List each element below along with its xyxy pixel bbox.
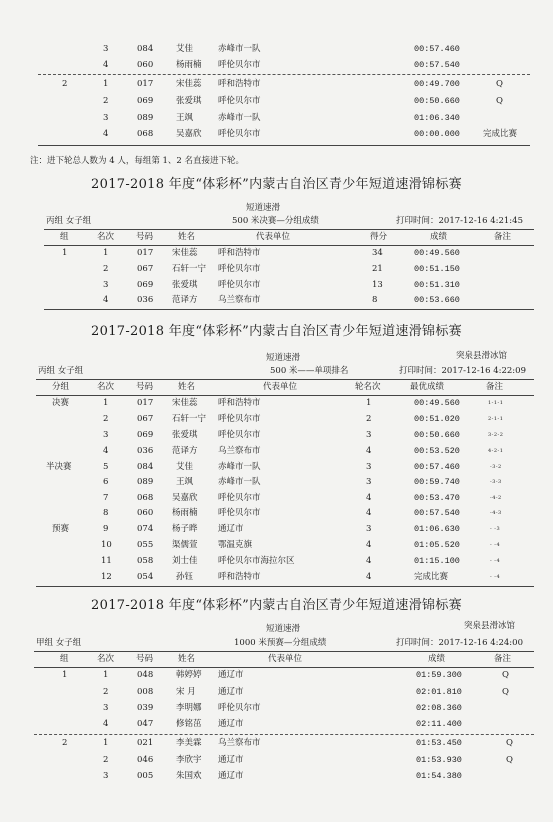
header-number: 号码	[136, 232, 154, 242]
unit-cell: 呼伦贝尔市	[218, 129, 261, 139]
division-cell: 预赛	[52, 524, 70, 534]
remark-cell: - -4	[490, 542, 501, 548]
header-name: 姓名	[178, 232, 196, 242]
table-row	[0, 443, 553, 459]
unit-cell: 呼伦贝尔市	[218, 60, 261, 70]
time-cell: 02:08.360	[416, 703, 462, 713]
header-best-result: 最优成绩	[410, 382, 445, 392]
page-title: 2017-2018 年度“体彩杯”内蒙古自治区青少年短道速滑锦标赛	[91, 598, 462, 613]
unit-cell: 呼伦贝尔市	[218, 493, 261, 503]
rank-cell: 3	[103, 703, 109, 713]
table-row	[0, 553, 553, 569]
group-cell: 2	[62, 738, 68, 748]
remark-cell: 2-1-1	[488, 416, 504, 422]
round-rank-cell: 4	[366, 572, 372, 582]
unit-cell: 通辽市	[218, 524, 244, 534]
sport-label: 短道速滑	[246, 203, 281, 213]
name-cell: 李欣宇	[176, 755, 202, 765]
header-result: 成绩	[430, 232, 448, 242]
score-cell: 8	[372, 295, 378, 305]
number-cell: 047	[137, 719, 154, 729]
score-cell: 21	[372, 264, 383, 274]
header-result: 成绩	[428, 654, 446, 664]
time-cell: 01:06.630	[414, 524, 460, 534]
rank-cell: 3	[103, 430, 109, 440]
unit-cell: 赤峰市一队	[218, 477, 261, 487]
name-cell: 渠儒萱	[172, 540, 198, 550]
rank-cell: 3	[103, 280, 109, 290]
score-cell: 13	[372, 280, 383, 290]
remark-cell: Q	[496, 96, 503, 106]
division-cell: 决赛	[52, 398, 70, 408]
rank-cell: 4	[103, 446, 109, 456]
number-cell: 089	[137, 113, 154, 123]
header-remark: 备注	[494, 232, 512, 242]
header-number: 号码	[136, 382, 154, 392]
group-label: 丙组 女子组	[38, 366, 84, 376]
number-cell: 054	[137, 572, 154, 582]
rank-cell: 3	[103, 771, 109, 781]
rank-cell: 4	[103, 129, 109, 139]
rank-cell: 4	[103, 60, 109, 70]
unit-cell: 呼伦贝尔市	[218, 430, 261, 440]
number-cell: 036	[137, 295, 154, 305]
number-cell: 084	[137, 44, 154, 54]
remark-cell: - -4	[490, 574, 501, 580]
unit-cell: 呼伦贝尔市	[218, 96, 261, 106]
name-cell: 范译方	[172, 446, 198, 456]
number-cell: 008	[137, 687, 154, 697]
time-cell: 00:49.560	[414, 248, 460, 258]
name-cell: 宋佳蕊	[172, 248, 198, 258]
table-row	[0, 277, 553, 293]
time-cell: 01:53.930	[416, 755, 462, 765]
header-number: 号码	[136, 654, 154, 664]
name-cell: 艾佳	[176, 44, 194, 54]
header-remark: 备注	[494, 654, 512, 664]
round-rank-cell: 4	[366, 508, 372, 518]
remark-cell: -4-3	[490, 510, 502, 516]
table-row	[0, 411, 553, 427]
unit-cell: 赤峰市一队	[218, 113, 261, 123]
remark-cell: 1-1-1	[488, 400, 504, 406]
number-cell: 069	[137, 96, 154, 106]
time-cell: 00:53.470	[414, 493, 460, 503]
rank-cell: 1	[103, 738, 109, 748]
number-cell: 067	[137, 264, 154, 274]
number-cell: 046	[137, 755, 154, 765]
round-rank-cell: 4	[366, 446, 372, 456]
name-cell: 张爱琪	[176, 96, 202, 106]
rank-cell: 7	[103, 493, 109, 503]
header-unit: 代表单位	[268, 654, 303, 664]
venue-label: 突泉县滑冰馆	[464, 621, 516, 631]
time-cell: 00:57.540	[414, 60, 460, 70]
print-time: 打印时间：2017-12-16 4:22:09	[399, 366, 526, 376]
remark-cell: 4-2-1	[488, 448, 504, 454]
score-cell: 34	[372, 248, 383, 258]
name-cell: 石轩一宁	[172, 414, 207, 424]
name-cell: 宋佳蕊	[176, 79, 202, 89]
rank-cell: 2	[103, 755, 109, 765]
table-row	[0, 490, 553, 506]
remark-cell: Q	[506, 738, 513, 748]
name-cell: 杨雨楠	[172, 508, 198, 518]
table-header	[0, 379, 553, 395]
division-cell: 半决赛	[46, 462, 72, 472]
rank-cell: 1	[103, 670, 109, 680]
table-row	[0, 292, 553, 308]
round-rank-cell: 3	[366, 462, 372, 472]
group-label: 甲组 女子组	[36, 638, 82, 648]
number-cell: 068	[137, 493, 154, 503]
number-cell: 074	[137, 524, 154, 534]
header-rank: 名次	[97, 654, 115, 664]
remark-cell: -4-2	[490, 495, 502, 501]
rank-cell: 1	[103, 398, 109, 408]
table-bottom-rule	[36, 586, 534, 587]
unit-cell: 通辽市	[218, 755, 244, 765]
time-cell: 00:50.660	[414, 96, 460, 106]
table-row	[0, 735, 553, 751]
time-cell: 00:57.460	[414, 462, 460, 472]
time-cell: 01:05.520	[414, 540, 460, 550]
number-cell: 021	[137, 738, 154, 748]
event-label: 500 米决赛—分组成绩	[232, 216, 319, 226]
number-cell: 039	[137, 703, 154, 713]
name-cell: 孙钰	[176, 572, 194, 582]
name-cell: 吴嘉欣	[172, 493, 198, 503]
time-cell: 00:59.740	[414, 477, 460, 487]
unit-cell: 赤峰市一队	[218, 44, 261, 54]
time-cell: 00:00.000	[414, 129, 460, 139]
number-cell: 084	[137, 462, 154, 472]
table-row	[0, 427, 553, 443]
time-cell: 01:53.450	[416, 738, 462, 748]
remark-cell: Q	[506, 755, 513, 765]
number-cell: 055	[137, 540, 154, 550]
rank-cell: 10	[101, 540, 112, 550]
table-row	[0, 537, 553, 553]
table-row	[0, 716, 553, 732]
rank-cell: 2	[103, 264, 109, 274]
table-row	[0, 700, 553, 716]
rank-cell: 2	[103, 414, 109, 424]
header-unit: 代表单位	[263, 382, 298, 392]
unit-cell: 乌兰察布市	[218, 446, 261, 456]
table-bottom-rule	[44, 309, 534, 310]
rank-cell: 2	[103, 96, 109, 106]
header-group: 组	[60, 654, 69, 664]
time-cell: 00:49.700	[414, 79, 460, 89]
venue-label: 突泉县滑冰馆	[456, 351, 508, 361]
time-cell: 00:57.540	[414, 508, 460, 518]
round-rank-cell: 3	[366, 430, 372, 440]
name-cell: 吴嘉欣	[176, 129, 202, 139]
table-row	[0, 505, 553, 521]
time-cell: 01:54.380	[416, 771, 462, 781]
header-group: 组	[60, 232, 69, 242]
number-cell: 058	[137, 556, 154, 566]
rank-cell: 1	[103, 248, 109, 258]
unit-cell: 通辽市	[218, 719, 244, 729]
event-label: 500 米——单项排名	[270, 366, 349, 376]
sport-label: 短道速滑	[266, 353, 301, 363]
name-cell: 修铭茁	[176, 719, 202, 729]
table-row	[0, 474, 553, 490]
unit-cell: 通辽市	[218, 670, 244, 680]
table-bottom-rule	[38, 145, 530, 146]
name-cell: 刘士佳	[172, 556, 198, 566]
page-title: 2017-2018 年度“体彩杯”内蒙古自治区青少年短道速滑锦标赛	[91, 324, 462, 339]
remark-cell: Q	[502, 670, 509, 680]
remark-cell: 3-2-2	[488, 432, 504, 438]
table-row	[0, 110, 553, 126]
header-rank: 名次	[97, 382, 115, 392]
name-cell: 韩婷婷	[176, 670, 202, 680]
time-cell: 00:53.660	[414, 295, 460, 305]
round-rank-cell: 2	[366, 414, 372, 424]
unit-cell: 通辽市	[218, 687, 244, 697]
round-rank-cell: 3	[366, 524, 372, 534]
number-cell: 005	[137, 771, 154, 781]
rank-cell: 5	[103, 462, 109, 472]
table-row	[0, 245, 553, 261]
round-rank-cell: 1	[366, 398, 372, 408]
table-row	[0, 752, 553, 768]
header-name: 姓名	[178, 382, 196, 392]
remark-cell: Q	[496, 79, 503, 89]
table-header	[0, 651, 553, 667]
name-cell: 李明娜	[176, 703, 202, 713]
name-cell: 艾佳	[176, 462, 194, 472]
time-cell: 02:11.400	[416, 719, 462, 729]
time-cell: 00:51.310	[414, 280, 460, 290]
time-cell: 01:15.100	[414, 556, 460, 566]
round-rank-cell: 3	[366, 477, 372, 487]
time-cell: 02:01.810	[416, 687, 462, 697]
name-cell: 宋佳蕊	[172, 398, 198, 408]
rank-cell: 4	[103, 719, 109, 729]
header-division: 分组	[52, 382, 70, 392]
number-cell: 067	[137, 414, 154, 424]
number-cell: 017	[137, 248, 154, 258]
rank-cell: 11	[101, 556, 112, 566]
table-row	[0, 569, 553, 585]
group-label: 丙组 女子组	[46, 216, 92, 226]
unit-cell: 乌兰察布市	[218, 295, 261, 305]
table-row	[0, 667, 553, 683]
number-cell: 048	[137, 670, 154, 680]
number-cell: 068	[137, 129, 154, 139]
rank-cell: 4	[103, 295, 109, 305]
remark-cell: -3-2	[490, 464, 502, 470]
rank-cell: 3	[103, 44, 109, 54]
time-cell: 00:49.560	[414, 398, 460, 408]
header-score: 得分	[370, 232, 388, 242]
table-row	[0, 76, 553, 92]
name-cell: 宋 月	[176, 687, 196, 697]
unit-cell: 呼伦贝尔市海拉尔区	[218, 556, 295, 566]
unit-cell: 呼伦贝尔市	[218, 264, 261, 274]
header-name: 姓名	[178, 654, 196, 664]
table-row	[0, 459, 553, 475]
unit-cell: 呼伦贝尔市	[218, 508, 261, 518]
unit-cell: 呼和浩特市	[218, 398, 261, 408]
group-cell: 2	[62, 79, 68, 89]
remark-cell: Q	[502, 687, 509, 697]
round-rank-cell: 4	[366, 540, 372, 550]
name-cell: 杨子晔	[172, 524, 198, 534]
name-cell: 王飒	[176, 113, 194, 123]
header-remark: 备注	[486, 382, 504, 392]
remark-cell: - -3	[490, 526, 501, 532]
rank-cell: 8	[103, 508, 109, 518]
number-cell: 017	[137, 79, 154, 89]
event-label: 1000 米预赛—分组成绩	[234, 638, 327, 648]
header-unit: 代表单位	[256, 232, 291, 242]
table-row	[0, 57, 553, 73]
unit-cell: 呼和浩特市	[218, 79, 261, 89]
unit-cell: 乌兰察布市	[218, 738, 261, 748]
time-cell: 00:57.460	[414, 44, 460, 54]
remark-cell: -3-3	[490, 479, 502, 485]
table-header	[0, 229, 553, 245]
remark-cell: 完成比赛	[483, 129, 518, 139]
time-cell: 00:51.020	[414, 414, 460, 424]
time-cell: 00:53.520	[414, 446, 460, 456]
name-cell: 石轩一宁	[172, 264, 207, 274]
rank-cell: 1	[103, 79, 109, 89]
sport-label: 短道速滑	[266, 624, 301, 634]
unit-cell: 呼伦贝尔市	[218, 703, 261, 713]
table-row	[0, 126, 553, 142]
unit-cell: 呼伦贝尔市	[218, 280, 261, 290]
rank-cell: 6	[103, 477, 109, 487]
number-cell: 060	[137, 60, 154, 70]
table-row	[0, 261, 553, 277]
unit-cell: 鄂温克旗	[218, 540, 253, 550]
rank-cell: 12	[101, 572, 112, 582]
print-time: 打印时间：2017-12-16 4:24:00	[396, 638, 523, 648]
unit-cell: 赤峰市一队	[218, 462, 261, 472]
rank-cell: 2	[103, 687, 109, 697]
name-cell: 王飒	[176, 477, 194, 487]
rank-cell: 9	[103, 524, 109, 534]
group-cell: 1	[62, 670, 68, 680]
name-cell: 范译方	[172, 295, 198, 305]
table-row	[0, 521, 553, 537]
round-rank-cell: 4	[366, 556, 372, 566]
time-cell: 01:06.340	[414, 113, 460, 123]
page-title: 2017-2018 年度“体彩杯”内蒙古自治区青少年短道速滑锦标赛	[91, 177, 462, 192]
time-cell: 00:50.660	[414, 430, 460, 440]
number-cell: 060	[137, 508, 154, 518]
table-row	[0, 41, 553, 57]
table-row	[0, 93, 553, 109]
number-cell: 069	[137, 430, 154, 440]
unit-cell: 呼伦贝尔市	[218, 414, 261, 424]
header-rank: 名次	[97, 232, 115, 242]
print-time: 打印时间：2017-12-16 4:21:45	[396, 216, 523, 226]
name-cell: 张爱琪	[172, 280, 198, 290]
time-cell: 00:51.150	[414, 264, 460, 274]
table-row	[0, 684, 553, 700]
table-row	[0, 395, 553, 411]
number-cell: 089	[137, 477, 154, 487]
header-round-rank: 轮名次	[355, 382, 381, 392]
round-rank-cell: 4	[366, 493, 372, 503]
number-cell: 069	[137, 280, 154, 290]
group-cell: 1	[62, 248, 68, 258]
name-cell: 朱国欢	[176, 771, 202, 781]
unit-cell: 呼和浩特市	[218, 572, 261, 582]
name-cell: 张爱琪	[172, 430, 198, 440]
unit-cell: 通辽市	[218, 771, 244, 781]
number-cell: 017	[137, 398, 154, 408]
time-cell: 完成比赛	[414, 572, 449, 582]
remark-cell: - -4	[490, 558, 501, 564]
name-cell: 杨雨楠	[176, 60, 202, 70]
unit-cell: 呼和浩特市	[218, 248, 261, 258]
table-row	[0, 768, 553, 784]
rank-cell: 3	[103, 113, 109, 123]
number-cell: 036	[137, 446, 154, 456]
group-divider	[38, 74, 530, 75]
advancement-note: 注：进下轮总人数为 4 人，每组第 1、2 名直接进下轮。	[30, 156, 245, 166]
time-cell: 01:59.300	[416, 670, 462, 680]
name-cell: 李美霖	[176, 738, 202, 748]
